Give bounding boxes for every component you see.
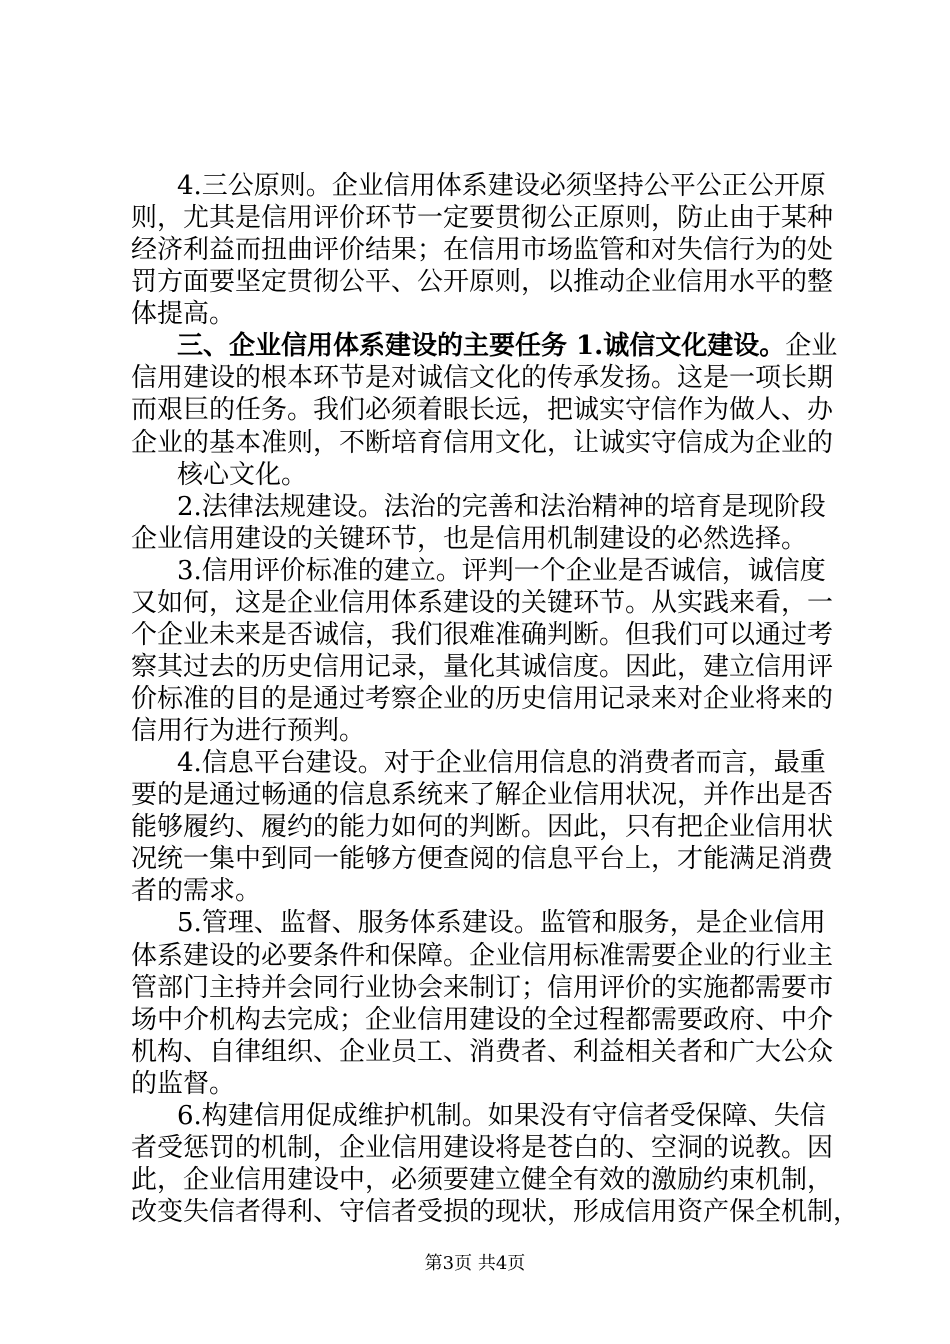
paragraph-line: 企业的基本准则，不断培育信用文化，让诚实守信成为企业的 bbox=[131, 427, 834, 458]
paragraph-line: 个企业未来是否诚信，我们很难准确判断。但我们可以通过考 bbox=[131, 619, 834, 650]
paragraph-line: 改变失信者得利、守信者受损的现状，形成信用资产保全机制， bbox=[131, 1197, 860, 1227]
paragraph-line: 者受惩罚的机制，企业信用建设将是苍白的、空洞的说教。因 bbox=[131, 1132, 834, 1163]
paragraph-line: 4.信息平台建设。对于企业信用信息的消费者而言，最重 bbox=[177, 748, 826, 779]
paragraph-line: 此，企业信用建设中，必须要建立健全有效的激励约束机制， bbox=[131, 1164, 834, 1195]
heading-continuation: 企业 bbox=[785, 331, 838, 362]
section-heading: 三、企业信用体系建设的主要任务 1.诚信文化建设。 bbox=[177, 331, 786, 362]
paragraph-line: 3.信用评价标准的建立。评判一个企业是否诚信，诚信度 bbox=[177, 555, 826, 586]
paragraph-line: 机构、自律组织、企业员工、消费者、利益相关者和广大公众 bbox=[131, 1036, 834, 1067]
paragraph-line: 体系建设的必要条件和保障。企业信用标准需要企业的行业主 bbox=[131, 940, 834, 971]
paragraph-line: 要的是通过畅通的信息系统来了解企业信用状况，并作出是否 bbox=[131, 780, 834, 811]
paragraph-line: 罚方面要坚定贯彻公平、公开原则，以推动企业信用水平的整 bbox=[131, 267, 834, 298]
paragraph-line: 企业信用建设的关键环节，也是信用机制建设的必然选择。 bbox=[131, 523, 808, 554]
paragraph-line: 察其过去的历史信用记录，量化其诚信度。因此，建立信用评 bbox=[131, 651, 834, 682]
paragraph-line: 而艰巨的任务。我们必须着眼长远，把诚实守信作为做人、办 bbox=[131, 395, 834, 426]
paragraph-line: 况统一集中到同一能够方便查阅的信息平台上，才能满足消费 bbox=[131, 844, 834, 875]
paragraph-line: 者的需求。 bbox=[131, 876, 262, 907]
paragraph-line: 则，尤其是信用评价环节一定要贯彻公正原则，防止由于某种 bbox=[131, 203, 834, 234]
page-footer bbox=[0, 1252, 950, 1276]
paragraph-line: 又如何，这是企业信用体系建设的关键环节。从实践来看，一 bbox=[131, 587, 834, 618]
paragraph-line: 场中介机构去完成；企业信用建设的全过程都需要政府、中介 bbox=[131, 1004, 834, 1035]
paragraph-line: 5.管理、监督、服务体系建设。监管和服务，是企业信用 bbox=[177, 908, 826, 939]
page-number-label: 第3页 共4页 bbox=[424, 1253, 526, 1274]
paragraph-line: 核心文化。 bbox=[177, 459, 308, 490]
paragraph-line: 经济利益而扭曲评价结果；在信用市场监管和对失信行为的处 bbox=[131, 235, 834, 266]
paragraph-line: 体提高。 bbox=[131, 299, 236, 330]
section-heading-line bbox=[177, 328, 837, 364]
paragraph-line: 能够履约、履约的能力如何的判断。因此，只有把企业信用状 bbox=[131, 812, 834, 843]
paragraph-line: 6.构建信用促成维护机制。如果没有守信者受保障、失信 bbox=[177, 1100, 826, 1131]
paragraph-line: 管部门主持并会同行业协会来制订；信用评价的实施都需要市 bbox=[131, 972, 834, 1003]
paragraph-line: 信用建设的根本环节是对诚信文化的传承发扬。这是一项长期 bbox=[131, 363, 834, 394]
paragraph-line: 4.三公原则。企业信用体系建设必须坚持公平公正公开原 bbox=[177, 171, 826, 201]
paragraph-line: 2.法律法规建设。法治的完善和法治精神的培育是现阶段 bbox=[177, 491, 826, 522]
paragraph-line: 的监督。 bbox=[131, 1068, 236, 1099]
paragraph-line: 信用行为进行预判。 bbox=[131, 716, 366, 747]
paragraph-line: 价标准的目的是通过考察企业的历史信用记录来对企业将来的 bbox=[131, 684, 834, 714]
